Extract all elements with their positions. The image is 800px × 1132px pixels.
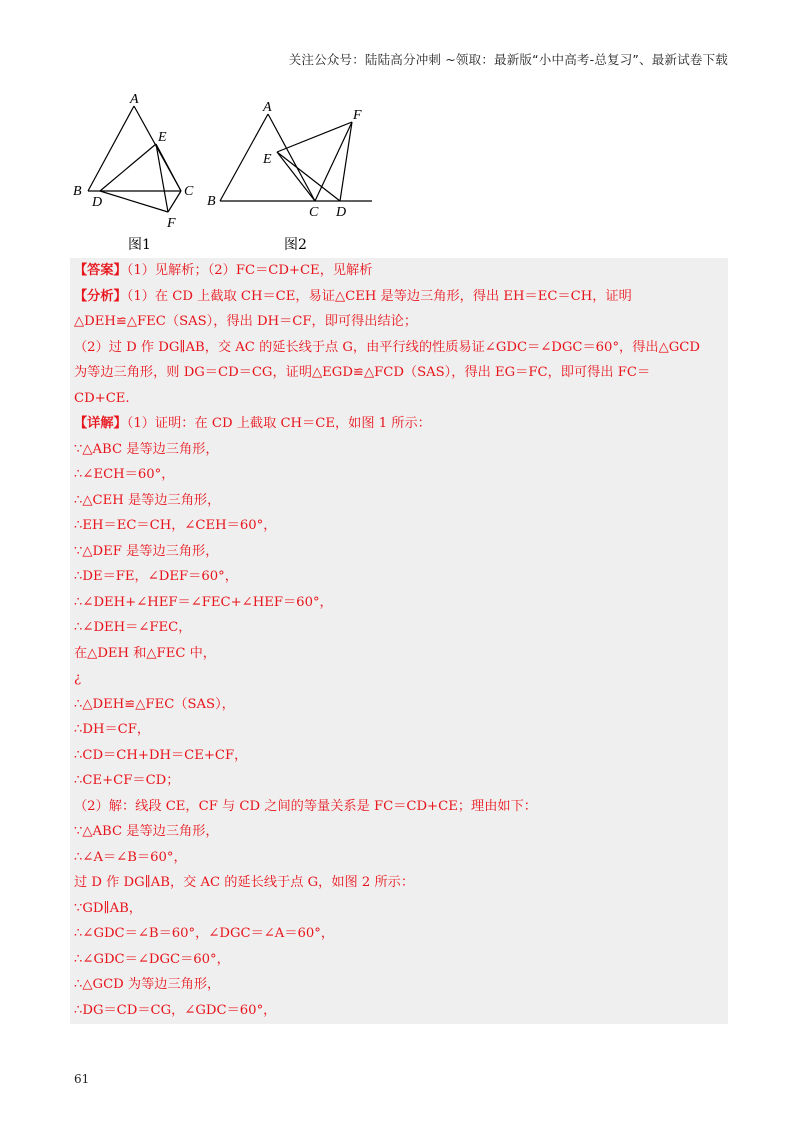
line-text: ∴∠GDC＝∠DGC＝60°， [74, 951, 230, 967]
fig1-point-B: B [73, 184, 82, 199]
solution-line [74, 819, 724, 845]
solution-line [74, 539, 724, 565]
solution-line [74, 437, 724, 463]
solution-line [74, 896, 724, 922]
solution-text [74, 258, 724, 1023]
line-text: （1）在 CD 上截取 CH＝CE，易证△CEH 是等边三角形，得出 EH＝EC＝CH，证明 [126, 288, 632, 304]
line-text: （1）见解析；（2）FC＝CD+CE，见解析 [126, 263, 373, 278]
fig1-point-D: D [92, 195, 103, 210]
solution-line [74, 998, 724, 1024]
line-text: ∴∠A＝∠B＝60°， [74, 849, 187, 865]
page-number: 61 [74, 1072, 90, 1086]
line-text: ∴∠DEH+∠HEF＝∠FEC+∠HEF＝60°， [74, 594, 333, 610]
line-text: ∴DG＝CD＝CG，∠GDC＝60°， [74, 1002, 277, 1018]
line-text: ∴DE＝FE，∠DEF＝60°， [74, 569, 238, 584]
figure-2-lines [220, 114, 372, 201]
solution-line [74, 666, 724, 692]
solution-line [74, 335, 724, 361]
fig2-point-C: C [309, 205, 319, 220]
page-header: 关注公众号：陆陆高分冲刺 ~领取：最新版“小中高考-总复习”、最新试卷下载 [288, 52, 728, 67]
figure-1-caption: 图1 [128, 237, 151, 253]
fig2-point-F: F [353, 108, 362, 123]
solution-line [74, 411, 724, 437]
solution-line [74, 258, 724, 284]
solution-line [74, 717, 724, 743]
line-text: ∴△CEH 是等边三角形， [74, 492, 221, 508]
line-text: 为等边三角形，则 DG＝CD＝CG，证明△EGD≌△FCD（SAS），得出 EG＝FC，即可得出 FC＝ [74, 365, 651, 380]
solution-line [74, 743, 724, 769]
solution-line [74, 564, 724, 590]
fig1-point-A: A [130, 92, 139, 107]
solution-line [74, 692, 724, 718]
line-text: 在△DEH 和△FEC 中， [74, 645, 216, 661]
line-text: ∵△DEF 是等边三角形， [74, 543, 219, 559]
solution-line [74, 615, 724, 641]
solution-line [74, 513, 724, 539]
fig2-point-D: D [336, 205, 347, 220]
line-text: ∴△DEH≌△FEC（SAS）， [74, 696, 235, 712]
line-text: ∴CD＝CH+DH＝CE+CF， [74, 747, 248, 763]
line-text: （1）证明：在 CD 上截取 CH＝CE，如图 1 所示： [126, 416, 431, 431]
section-tag: 【分析】 [74, 288, 127, 304]
fig1-point-E: E [158, 130, 167, 145]
line-text: ∴△GCD 为等边三角形， [74, 977, 221, 992]
solution-line [74, 870, 724, 896]
solution-line [74, 488, 724, 514]
line-text: （2）过 D 作 DG∥AB，交 AC 的延长线于点 G，由平行线的性质易证∠GDC＝∠DGC＝60°，得出△GCD [74, 339, 700, 355]
line-text: ∴CE+CF＝CD； [74, 773, 180, 788]
solution-line [74, 284, 724, 310]
fig2-point-E: E [263, 152, 272, 167]
line-text: CD+CE. [74, 390, 130, 406]
solution-line [74, 360, 724, 386]
fig2-point-B: B [207, 194, 216, 209]
line-text: ∵△ABC 是等边三角形， [74, 824, 219, 839]
line-text: ∴EH＝EC＝CH，∠CEH＝60°， [74, 518, 277, 533]
solution-line [74, 590, 724, 616]
section-tag: 【答案】 [74, 263, 127, 278]
line-text: ∴DH＝CF， [74, 722, 151, 737]
solution-line [74, 641, 724, 667]
line-text: ∵△ABC 是等边三角形， [74, 441, 219, 457]
solution-line [74, 947, 724, 973]
solution-line [74, 386, 724, 412]
fig1-point-F: F [167, 216, 176, 231]
solution-line [74, 845, 724, 871]
line-text: ∴∠DEH＝∠FEC， [74, 620, 192, 635]
solution-line [74, 462, 724, 488]
geometry-figures [70, 92, 390, 262]
solution-line [74, 768, 724, 794]
figure-2-caption: 图2 [284, 237, 307, 253]
line-text: △DEH≌△FEC（SAS），得出 DH＝CF，即可得出结论； [74, 314, 418, 329]
figure-svg [70, 92, 390, 262]
line-text: ¿ [74, 671, 82, 686]
solution-line [74, 972, 724, 998]
solution-line [74, 921, 724, 947]
line-text: 过 D 作 DG∥AB，交 AC 的延长线于点 G，如图 2 所示： [74, 875, 415, 890]
line-text: ∵GD∥AB， [74, 900, 142, 916]
solution-line [74, 794, 724, 820]
section-tag: 【详解】 [74, 416, 127, 431]
fig1-point-C: C [184, 184, 194, 199]
solution-line [74, 309, 724, 335]
fig2-point-A: A [263, 100, 272, 115]
line-text: （2）解：线段 CE，CF 与 CD 之间的等量关系是 FC＝CD+CE；理由如下： [74, 798, 537, 814]
line-text: ∴∠GDC＝∠B＝60°，∠DGC＝∠A＝60°， [74, 926, 335, 941]
line-text: ∴∠ECH＝60°， [74, 467, 175, 482]
